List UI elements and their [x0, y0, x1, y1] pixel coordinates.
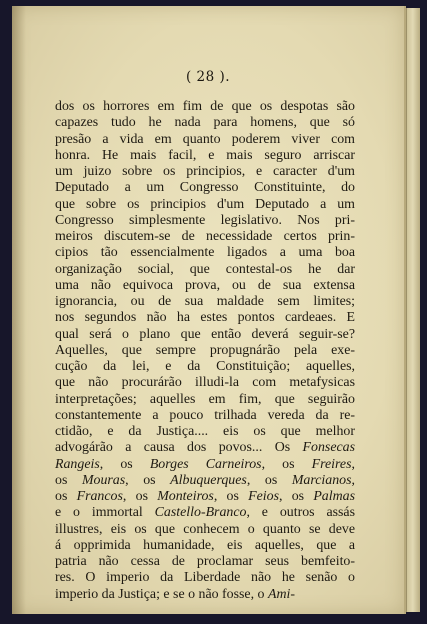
text-run: qual será o plano que então deverá seguir-se? [55, 326, 355, 342]
next-page-edge [406, 8, 420, 612]
text-line [55, 99, 355, 115]
text-run: , os [246, 472, 292, 488]
text-run: patria não cessa de proclamar seus bemfeito- [55, 554, 355, 569]
text-run: presão a vida em quanto poderem viver com [55, 131, 355, 147]
text-run: cução da lei, e da Constituição; aquelles, [55, 359, 355, 374]
text-line [55, 587, 355, 603]
text-run: , [351, 472, 355, 488]
text-line [55, 440, 355, 456]
italic-name: Monteiros [157, 489, 214, 504]
text-run: , e outros assás [246, 505, 355, 521]
text-line [55, 132, 355, 148]
text-run: nos segundos não ha estes pontos cardeaes. E [55, 310, 355, 326]
text-run: imperio da Justiça; e se o não fosse, o [55, 586, 268, 602]
italic-name: Marcianos [291, 472, 352, 488]
text-line [55, 375, 355, 391]
text-run: , os [99, 456, 150, 472]
text-run: á opprimida humanidade, eis aquelles, que a [55, 537, 355, 553]
text-line [55, 408, 355, 424]
text-line [55, 343, 355, 359]
text-run: honra. He mais facil, e mais seguro arriscar [55, 147, 355, 163]
page-gutter-shadow [12, 6, 26, 614]
text-run: ignorancia, ou de sua maldade sem limites; [55, 294, 355, 309]
text-line [55, 522, 355, 538]
text-run: , os [122, 489, 158, 504]
italic-name: Freires [311, 456, 352, 472]
text-line [55, 148, 355, 164]
body-text [55, 99, 355, 603]
text-line [55, 424, 355, 440]
text-line [55, 554, 355, 570]
text-line [55, 457, 355, 473]
italic-name: Mouras [81, 472, 126, 488]
text-run: que não procurárão illudi-la com metafysicas [55, 375, 355, 391]
text-line [55, 327, 355, 343]
text-run: interpretações; aquelles em fim, que seguirão [55, 391, 355, 407]
italic-name: Castello-Branco [154, 505, 247, 521]
text-line [55, 180, 355, 196]
text-line [55, 310, 355, 326]
text-line [55, 473, 355, 489]
text-run: uma não equivoca prova, ou de sua extensa [55, 277, 355, 293]
text-run: advogárão a causa dos povos... Os [55, 440, 303, 456]
page-number: ( 28 ). [185, 69, 231, 85]
text-run: res. O imperio da Liberdade não he senão o [55, 570, 355, 586]
text-run: meiros discutem-se de necessidade certos prin- [55, 229, 355, 244]
text-line [55, 197, 355, 213]
text-line [55, 294, 355, 310]
text-line [55, 229, 355, 245]
italic-name: Rangeis [55, 456, 100, 472]
text-line [55, 164, 355, 180]
text-run: dos os horrores em fim de que os despotas são [55, 99, 355, 114]
text-run: , os [125, 472, 171, 488]
text-line [55, 489, 355, 505]
text-line [55, 262, 355, 278]
text-run: illustres, eis os que conhecem o quanto se deve [55, 521, 355, 537]
text-line [55, 392, 355, 408]
text-run: os [55, 489, 77, 504]
text-line [55, 115, 355, 131]
italic-name: Fonsecas [302, 440, 355, 456]
text-run: Congresso simplesmente legislativo. Nos pri- [55, 212, 355, 228]
text-run: ctidão, e da Justiça.... eis os que melhor [55, 424, 355, 439]
text-run: Deputado a um Congresso Constituinte, do [55, 180, 355, 196]
text-line [55, 538, 355, 554]
italic-name: Ami- [267, 586, 295, 602]
text-line [55, 278, 355, 294]
text-line [55, 245, 355, 261]
italic-name: Francos [76, 489, 123, 504]
text-run: cipios tão essencialmente ligados a uma boa [55, 245, 355, 261]
text-run: , [351, 456, 355, 472]
text-run: os [55, 472, 82, 488]
italic-name: Palmas [313, 489, 355, 504]
text-run: , os [213, 489, 249, 504]
text-line [55, 359, 355, 375]
text-line [55, 570, 355, 586]
italic-name: Borges Carneiros [149, 456, 262, 472]
text-run: , os [261, 456, 312, 472]
text-run: organização social, que contestal-os he dar [55, 261, 355, 277]
italic-name: Feios [248, 489, 279, 504]
text-run: constantemente a pouco trilhada vereda da re- [55, 407, 355, 423]
text-run: que sobre os principios d'um Deputado a um [55, 196, 355, 212]
book-page [12, 6, 406, 614]
text-run: e o immortal [55, 505, 155, 521]
text-run: um juizo sobre os principios, e caracter d'um [55, 164, 355, 179]
italic-name: Albuquerques [170, 472, 247, 488]
text-line [55, 505, 355, 521]
text-run: capazes tudo he nada para homens, que só [55, 115, 355, 131]
text-run: Aquelles, que sempre propugnárão pela exe- [55, 342, 355, 358]
text-run: , os [279, 489, 314, 504]
text-line [55, 213, 355, 229]
